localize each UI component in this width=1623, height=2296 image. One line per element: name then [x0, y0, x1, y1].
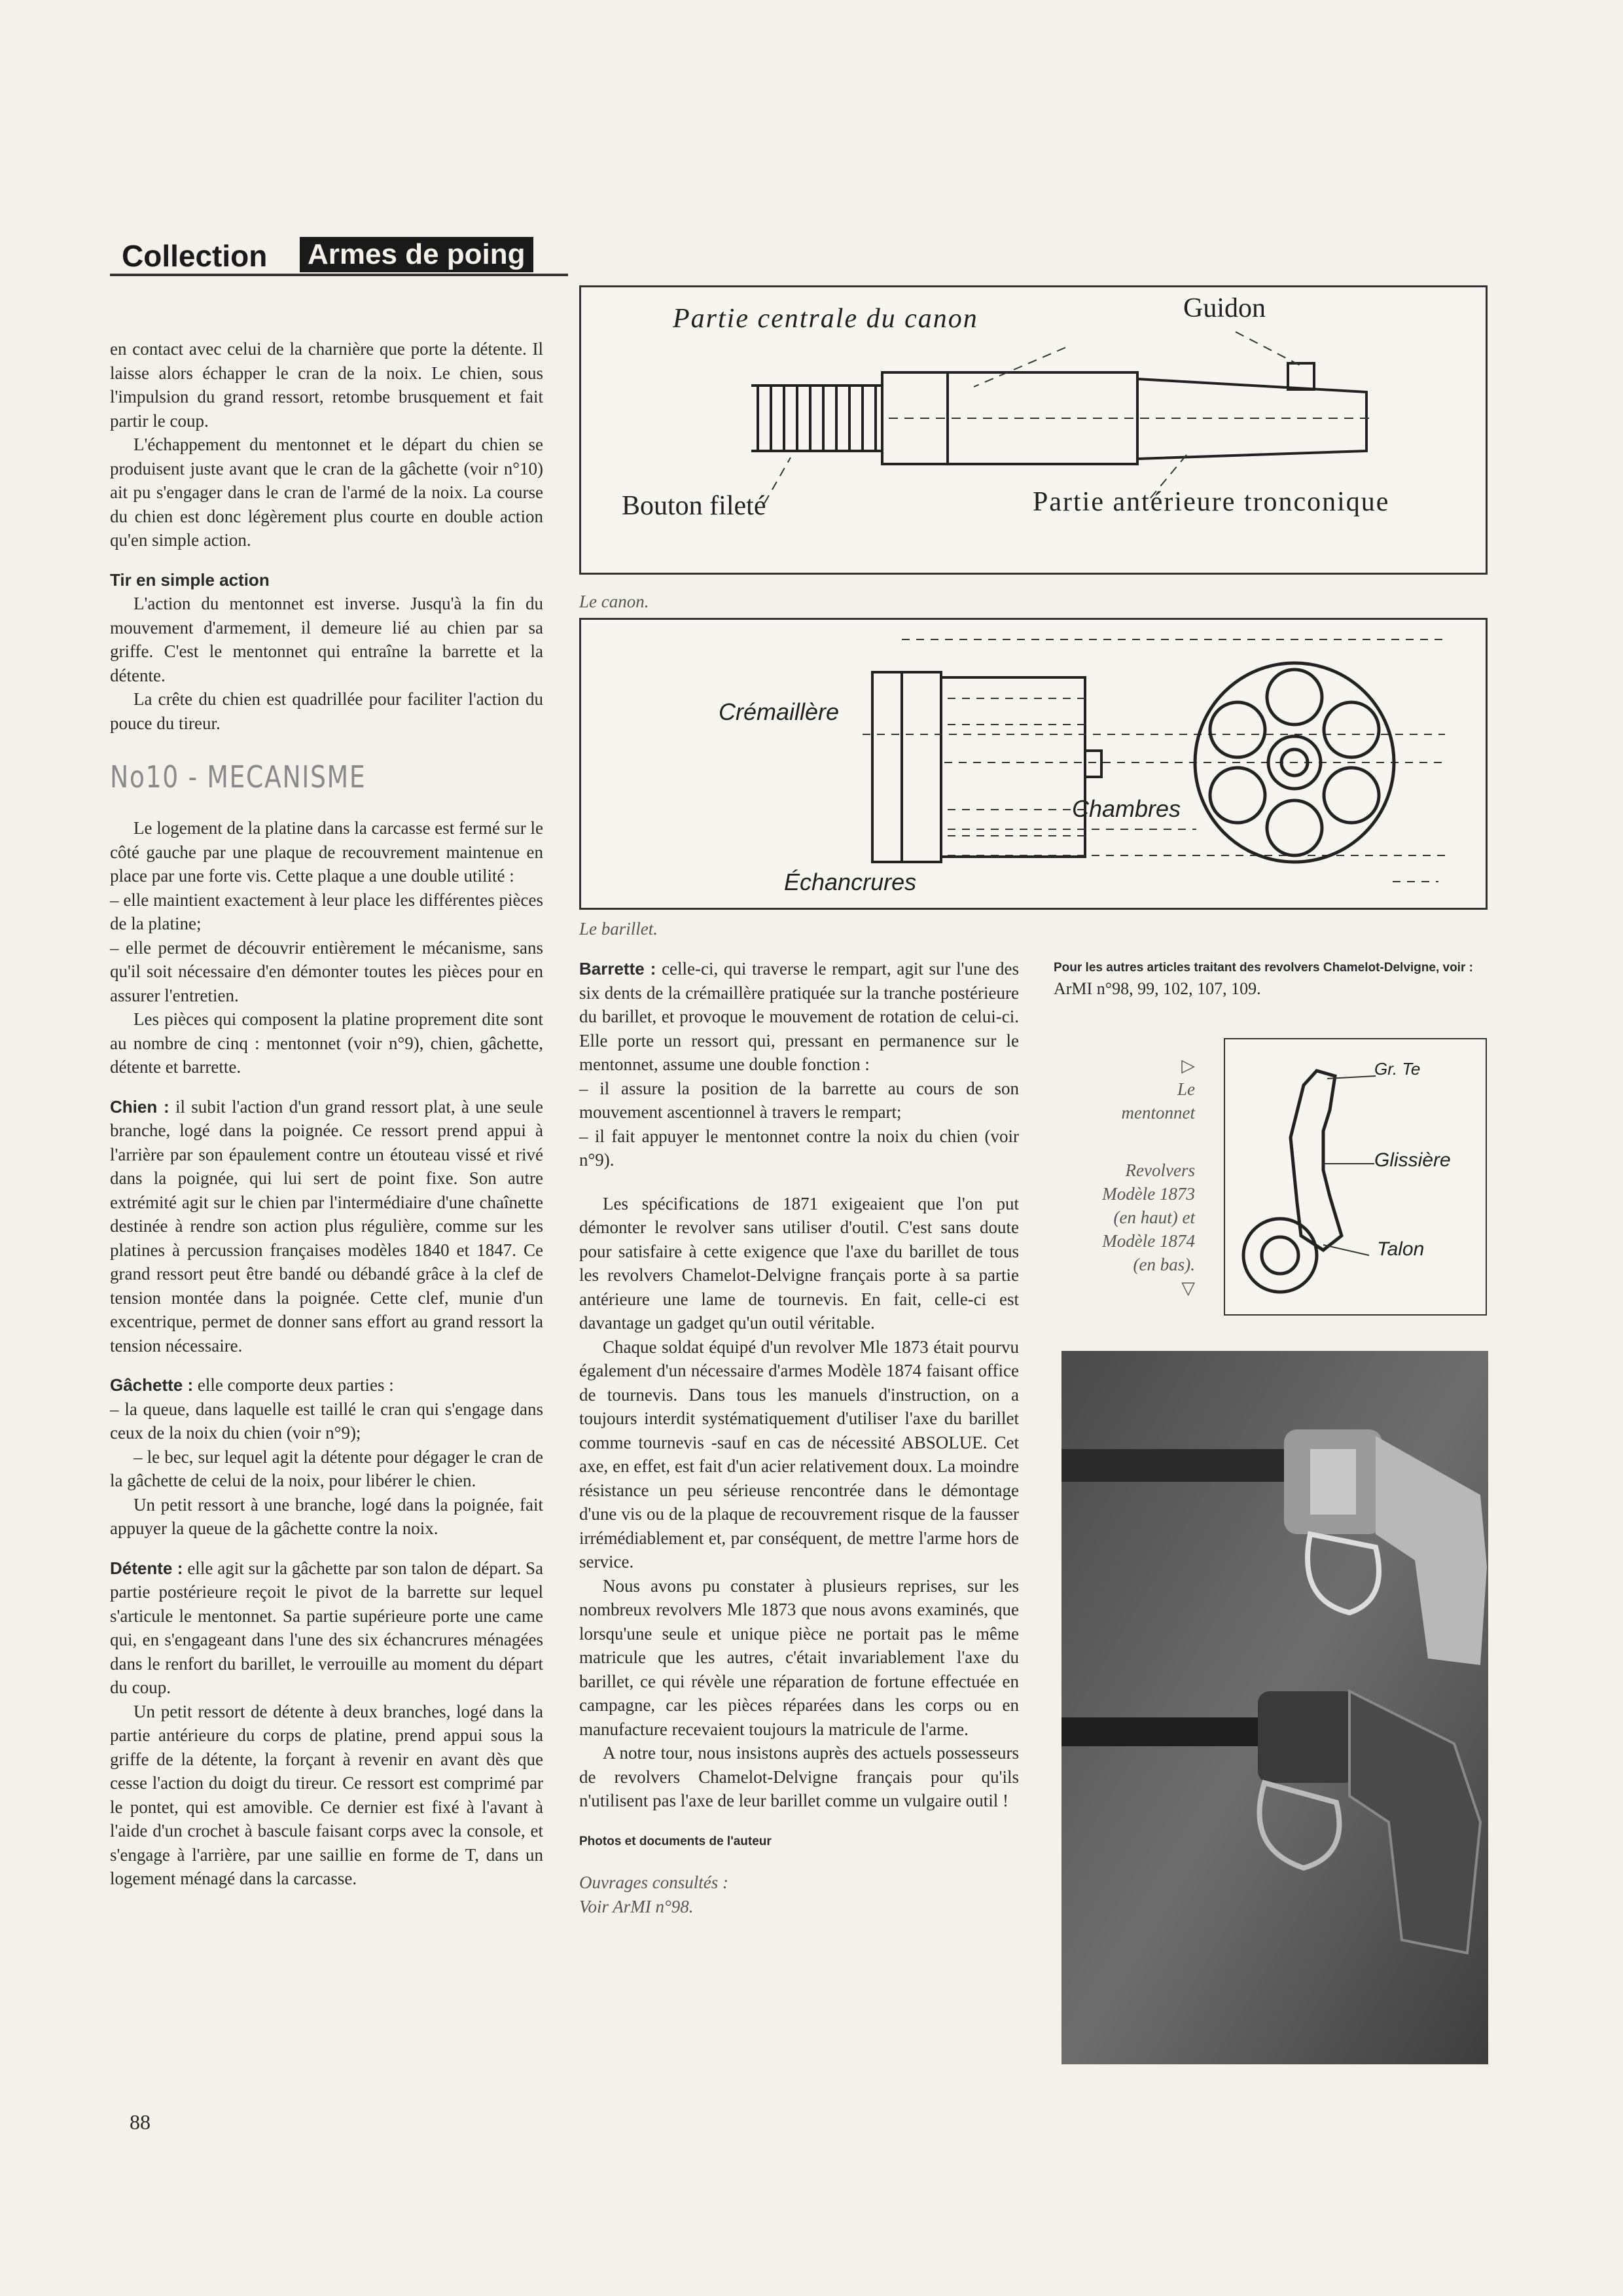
other-articles-text: Pour les autres articles traitant des revolvers Chamelot-Delvigne, voir : [1054, 961, 1473, 975]
mecanisme-item-1: – elle maintient exactement à leur place les différentes pièces de la platine; [110, 889, 543, 933]
mecanisme-paragraph-1: Le logement de la platine dans la carcasse est fermé sur le côté gauche par une plaque de recouvrement maintenue en place par une forte vis. Cette plaque a une double utilité : [110, 818, 543, 886]
revolvers-caption-line-2: Modèle 1873 [1102, 1184, 1195, 1204]
paragraph-soldat: Chaque soldat équipé d'un revolver Mle 1873 était pourvu également d'un nécessaire d'armes Modèle 1874 faisant office de tournevis. Dans tous les manuels d'instruction, on a toujours interdit systématiquement d'utiliser l'axe du barillet comme tournevis -sauf en cas de nécessité ABSOLUE. Cet axe, en effet, est fait d'un acier relativement doux. La moindre résistance un peu sérieuse rencontrée dans le démontage d'une vis ou de la plaque de recouvrement risque de la fausser irrémédiablement et, par conséquent, de mettre l'arme hors de service. [579, 1336, 1019, 1571]
barrette-item-1: – il assure la position de la barrette au cours de son mouvement ascentionnel à travers le rempart; [579, 1078, 1019, 1122]
detente-paragraph [110, 1556, 543, 1700]
tir-paragraph-1: L'action du mentonnet est inverse. Jusqu'à la fin du mouvement d'armement, il demeure lié au chien par sa griffe. C'est le mentonnet qui entraîne la barrette et la détente. [110, 594, 543, 685]
photo-credits: Photos et documents de l'auteur [579, 1834, 772, 1848]
label-guidon: Guidon [1183, 293, 1266, 323]
gachette-ressort: Un petit ressort à une branche, logé dans la poignée, fait appuyer la queue de la gâchette contre la noix. [110, 1494, 543, 1538]
barrette-label: Barrette : [579, 959, 656, 978]
gachette-label: Gâchette : [110, 1375, 194, 1395]
figure-mentonnet [1224, 1038, 1487, 1316]
mentonnet-shape [1243, 1071, 1342, 1292]
canon-axis-lines [764, 332, 1373, 503]
tir-heading: Tir en simple action [110, 569, 270, 590]
revolvers-caption-line-4: Modèle 1874 [1102, 1231, 1195, 1251]
column-1 [110, 337, 543, 1891]
revolvers-photo [1061, 1351, 1488, 2064]
gachette-item-1: – la queue, dans laquelle est taillé le cran qui s'engage dans ceux de la noix du chien (voir n°9); [110, 1399, 543, 1443]
label-cremaillere: Crémaillère [719, 698, 840, 725]
mentonnet-drawing [1225, 1039, 1486, 1314]
header-rule [110, 274, 568, 276]
barillet-side-view [872, 672, 1101, 862]
chien-paragraph [110, 1095, 543, 1358]
label-bouton-filete: Bouton fileté [622, 491, 766, 521]
revolvers-caption [1054, 1158, 1195, 1300]
revolvers-caption-line-3: (en haut) et [1113, 1208, 1195, 1227]
header-collection: Collection [122, 239, 268, 273]
label-partie-centrale: Partie centrale du canon [673, 304, 978, 334]
figure-canon [579, 285, 1488, 575]
label-echancrures: Échancrures [784, 869, 917, 895]
gachette-item-2: – le bec, sur lequel agit la détente pour dégager le cran de la gâchette de celui de la noix, pour libérer le chien. [110, 1446, 543, 1490]
gachette-text: elle comporte deux parties : [197, 1375, 394, 1395]
tir-paragraph-2: La crête du chien est quadrillée pour faciliter l'action du pouce du tireur. [110, 689, 543, 733]
ouvrages-label: Ouvrages consultés : [579, 1873, 728, 1892]
barillet-dashed-lines [863, 639, 1445, 882]
detente-label: Détente : [110, 1558, 183, 1578]
figure-barillet [579, 618, 1488, 910]
bouton-filete-threads [751, 384, 882, 452]
detente-ressort: Un petit ressort de détente à deux branches, logé dans la partie antérieure du corps de platine, prend appui sous la griffe de la détente, la forçant à revenir en avant dès que cesse l'action du doigt du tireur. Ce ressort est comprimé par le pontet, qui est amovible. Ce dernier est fixé à l'avant à l'aide d'un crochet à bascule faisant corps avec la console, et s'engage à l'arrière, par une saillie en forme de T, dans un logement ménagé dans la carcasse. [110, 1701, 543, 1888]
header-section: Armes de poing [300, 237, 533, 272]
detente-text: elle agit sur la gâchette par son talon de départ. Sa partie postérieure reçoit le pivot de la barrette sur lequel s'articule le mentonnet. Sa partie supérieure porte une came qui, en s'engageant dans l'une des six échancrures ménagées dans le renfort du barillet, le verrouille au moment du départ du coup. [110, 1558, 543, 1697]
header [110, 237, 568, 272]
section-title: No10 - MECANISME [110, 759, 366, 795]
paragraph-constater: Nous avons pu constater à plusieurs reprises, sur les nombreux revolvers Mle 1873 que nous avons examinés, que lorsqu'une seule et unique pièce ne portait pas le même matricule que les autres, c'était invariablement l'axe du barillet, ce qui révèle une réparation de fortune effectuée en campagne, car les pièces réparées dans les corps ou en manufacture recevaient toujours la matricule de l'arme. [579, 1575, 1019, 1739]
paragraph-notre-tour: A notre tour, nous insistons auprès des actuels possesseurs de revolvers Chamelot-Delvigne français pour qu'ils n'utilisent pas l'axe de leur barillet comme un vulgaire outil ! [579, 1743, 1019, 1810]
chien-text: il subit l'action d'un grand ressort plat, à une seule branche, logé dans la poignée. Ce ressort prend appui à l'arrière par son épaulement contre un étouteau vissé et rivé dans la poignée, qui lui sert de point fixe. Son autre extrémité agit sur le chien par l'intermédiaire d'une chaînette destinée à rendre son action plus régulière, comme sur les platines à percussion françaises modèles 1840 et 1847. Ce grand ressort peut être bandé ou débandé grâce à la clef de tension montée dans la poignée. Cette clef, munie d'un excentrique, permet de donner sans effort au grand ressort la tension nécessaire. [110, 1096, 544, 1355]
chien-label: Chien : [110, 1096, 169, 1117]
down-arrow-icon: ▽ [1181, 1278, 1195, 1298]
caption-canon: Le canon. [579, 592, 649, 611]
mecanisme-item-2: – elle permet de découvrir entièrement le mécanisme, sans qu'il soit nécessaire d'en démonter toutes les pièces pour en assurer l'entretien. [110, 937, 543, 1005]
other-articles-refs: ArMI n°98, 99, 102, 107, 109. [1054, 979, 1261, 998]
barrette-item-2: – il fait appuyer le mentonnet contre la noix du chien (voir n°9). [579, 1126, 1019, 1170]
barillet-drawing [581, 620, 1486, 908]
mentonnet-caption-line-2: mentonnet [1121, 1103, 1195, 1122]
caption-barillet: Le barillet. [579, 919, 658, 939]
revolvers-caption-line-5: (en bas). [1133, 1255, 1195, 1274]
label-partie-anterieure: Partie antérieure tronconique [1033, 487, 1390, 517]
revolvers-caption-line-1: Revolvers [1125, 1160, 1195, 1180]
revolvers-photo-illustration [1061, 1351, 1488, 2064]
mentonnet-caption [1054, 1054, 1195, 1124]
label-griffe: Gr. Te [1374, 1059, 1421, 1079]
column-2 [579, 957, 1019, 1918]
barrette-text: celle-ci, qui traverse le rempart, agit sur l'une des six dents de la crémaillère pratiquée sur la tranche postérieure du barillet, et provoque le mouvement de rotation de celui-ci. Elle porte un ressort qui, pressant en permanence sur le mentonnet, assume une double fonction : [579, 959, 1020, 1074]
intro-paragraph-2: L'échappement du mentonnet et le départ du chien se produisent juste avant que le cran de la gâchette (voir n°10) ait pu s'engager dans le cran de l'armé de la noix. La course du chien est donc légèrement plus courte en double action qu'en simple action. [110, 435, 543, 550]
mentonnet-caption-line-1: Le [1177, 1079, 1195, 1099]
label-talon: Talon [1377, 1238, 1425, 1260]
mentonnet-arrow-icon: ▷ [1181, 1056, 1195, 1075]
intro-paragraph-1: en contact avec celui de la charnière que porte la détente. Il laisse alors échapper le cran de la noix. Le chien, sous l'impulsion du grand ressort, retombe brusquement et fait partir le coup. [110, 339, 543, 431]
page-number: 88 [130, 2110, 151, 2134]
column-3-references [1054, 958, 1488, 1000]
label-glissiere: Glissière [1374, 1149, 1451, 1171]
mecanisme-paragraph-2: Les pièces qui composent la platine proprement dite sont au nombre de cinq : mentonnet (voir n°9), chien, gâchette, détente et barrette. [110, 1009, 543, 1077]
barrette-paragraph [579, 957, 1019, 1077]
canon-barrel-shape [882, 363, 1366, 464]
label-chambres: Chambres [1072, 795, 1181, 822]
paragraph-specifications: Les spécifications de 1871 exigeaient que l'on put démonter le revolver sans utiliser d'outil. C'est sans doute pour satisfaire à cette exigence que l'axe du barillet de tous les revolvers Chamelot-Delvigne français porte à sa partie antérieure une lame de tournevis. En fait, celle-ci est davantage un gadget qu'un outil véritable. [579, 1193, 1019, 1333]
gachette-paragraph [110, 1373, 543, 1397]
ouvrages-value: Voir ArMI n°98. [579, 1896, 694, 1916]
